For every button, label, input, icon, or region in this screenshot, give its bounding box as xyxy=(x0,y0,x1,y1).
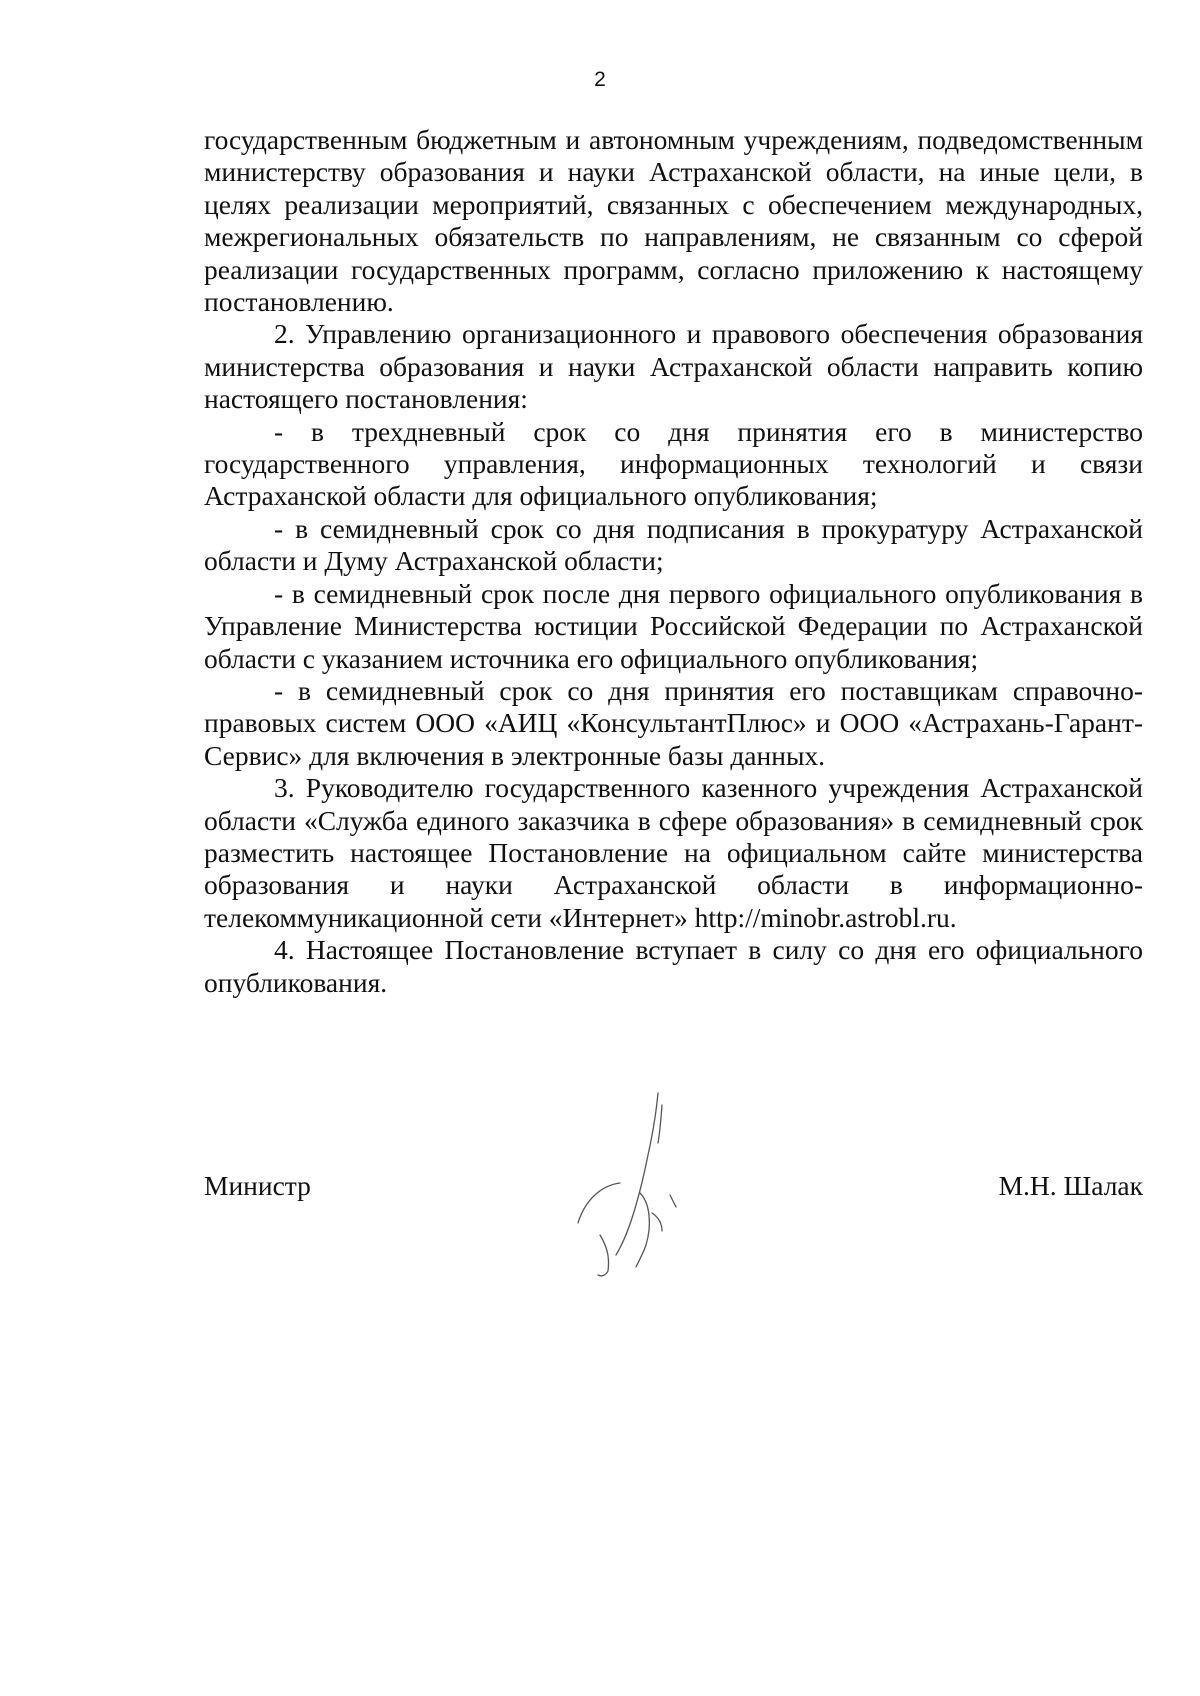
list-item-justice-ministry: - в семидневный срок после дня первого официального опубликования в Управление Министерства юстиции Российской Федерации по Астраханской области с указанием источника его официального опубликования; xyxy=(204,577,1143,674)
signatory-title: Министр xyxy=(204,1170,311,1201)
document-body xyxy=(204,124,1143,999)
paragraph-4: 4. Настоящее Постановление вступает в силу со дня его официального опубликования. xyxy=(204,934,1143,998)
paragraph-1-continuation: государственным бюджетным и автономным учреждениям, подведомственным министерству образования и науки Астраханской области, на иные цели, в целях реализации мероприятий, связанных с обеспечением международных, межрегиональных обязательств по направлениям, не связанным со сферой реализации государственных программ, согласно приложению к настоящему постановлению. xyxy=(204,124,1143,318)
list-item-legal-systems: - в семидневный срок со дня принятия его поставщикам справочно-правовых систем ООО «АИЦ «КонсультантПлюс» и ООО «Астрахань-Гарант-Сервис» для включения в электронные базы данных. xyxy=(204,674,1143,771)
list-item-prosecutor: - в семидневный срок со дня подписания в прокуратуру Астраханской области и Думу Астраханской области; xyxy=(204,512,1143,577)
paragraph-2: 2. Управлению организационного и правового обеспечения образования министерства образования и науки Астраханской области направить копию настоящего постановления: xyxy=(204,318,1143,415)
signatory-name: М.Н. Шалак xyxy=(998,1170,1143,1201)
handwritten-signature-icon xyxy=(540,1075,710,1285)
list-item-publication: - в трехдневный срок со дня принятия его в министерство государственного управления, информационных технологий и связи Астраханской области для официального опубликования; xyxy=(204,415,1143,512)
page-number: 2 xyxy=(594,68,606,91)
paragraph-3: 3. Руководителю государственного казенного учреждения Астраханской области «Служба единого заказчика в сфере образования» в семидневный срок разместить настоящее Постановление на официальном сайте министерства образования и науки Астраханской области в информационно-телекоммуникационной сети «Интернет» http://minobr.astrobl.ru. xyxy=(204,772,1143,933)
